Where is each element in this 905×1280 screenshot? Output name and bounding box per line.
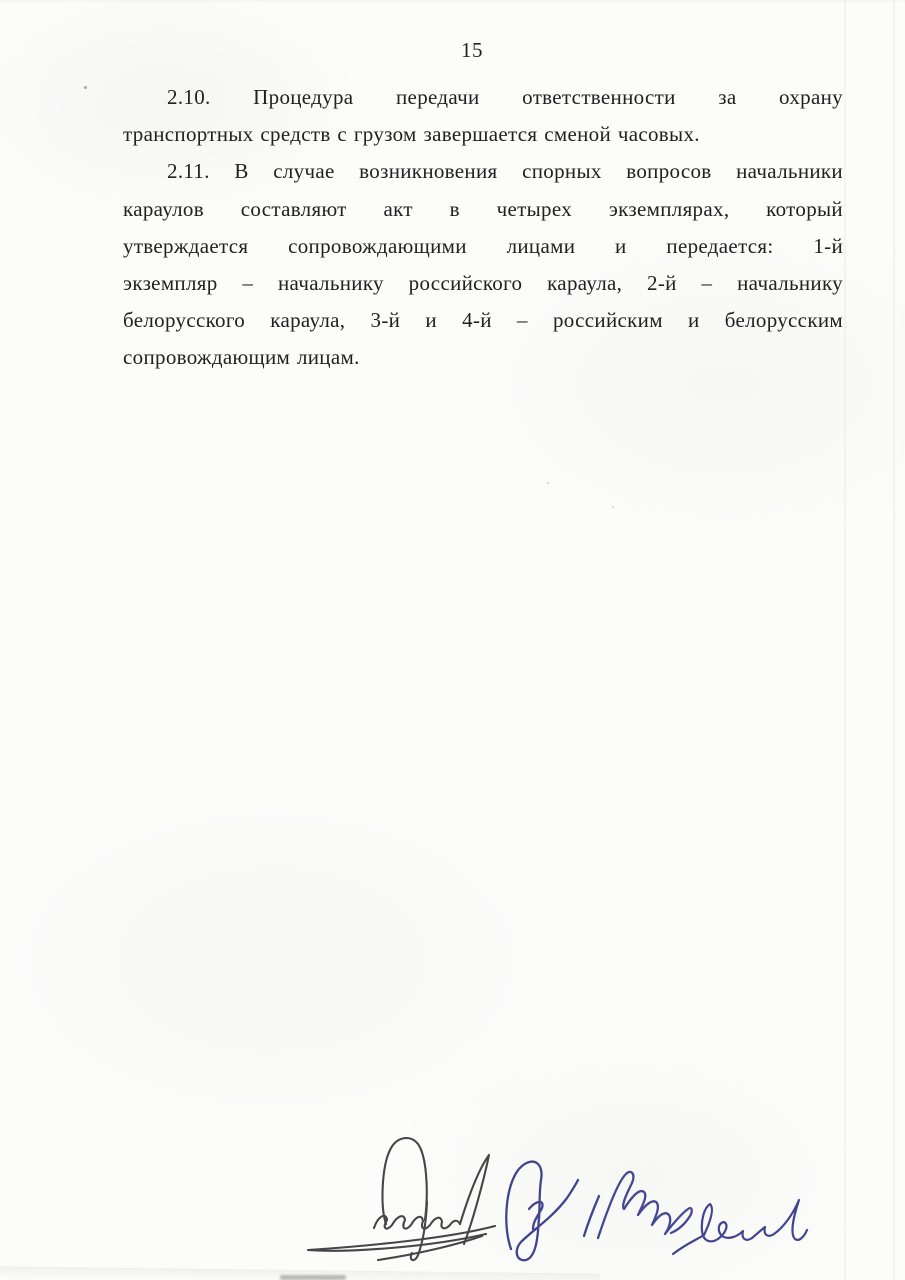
paper-fold-line: [844, 0, 846, 1280]
text-line: 2.11. В случае возникновения спорных вопросов начальники: [167, 159, 843, 184]
paragraph-2-10: [123, 79, 843, 153]
scan-speck: [612, 506, 614, 508]
text-line: караулов составляют акт в четырех экземплярах, который: [123, 196, 843, 221]
document-body: [123, 79, 843, 377]
signatures-block: [290, 1128, 815, 1280]
text-line: сопровождающим лицам.: [123, 345, 360, 370]
text-line: белорусского караула, 3-й и 4-й – российским и белорусским: [123, 308, 843, 333]
handwritten-signature-3: [598, 1172, 692, 1238]
handwritten-signature-4: [673, 1200, 807, 1254]
scan-speck: [547, 482, 549, 484]
page-number: 15: [461, 38, 483, 62]
text-line: утверждается сопровождающими лицами и передается: 1-й: [123, 233, 843, 258]
text-line: экземпляр – начальнику российского караула, 2-й – начальнику: [123, 271, 843, 296]
text-line: транспортных средств с грузом завершается сменой часовых.: [123, 122, 700, 147]
paper-fold-line: [893, 0, 897, 1280]
text-line: 2.10. Процедура передачи ответственности за охрану: [167, 85, 843, 109]
handwritten-signature-2: [506, 1162, 599, 1261]
handwritten-signature-1: [308, 1138, 495, 1260]
scan-smudge: [280, 1275, 346, 1280]
paragraph-2-11: [123, 153, 843, 376]
scan-speck: [84, 86, 87, 89]
